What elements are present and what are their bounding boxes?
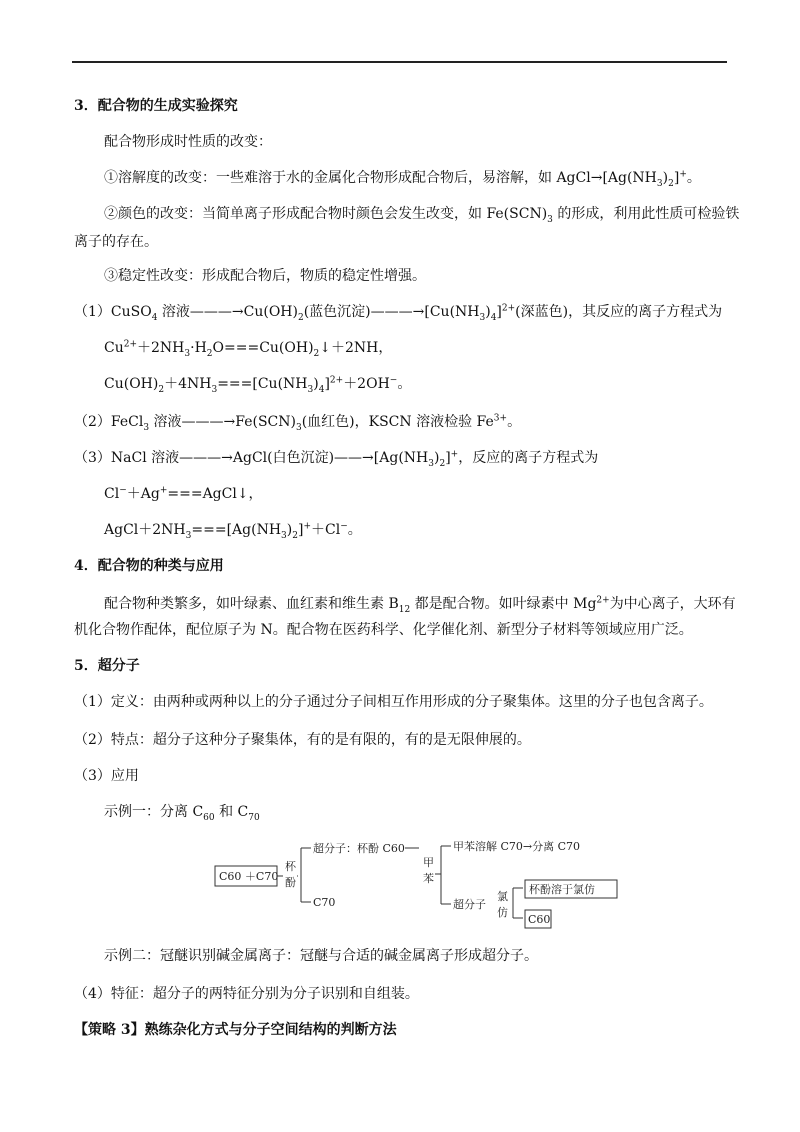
section-5-example-2: 示例二：冠醚识别碱金属离子：冠醚与合适的碱金属离子形成超分子。 bbox=[104, 948, 538, 964]
section-4-paragraph-1-cont: 机化合物作配体，配位原子为 N。配合物在医药科学、化学催化剂、新型分子材料等领域应用广泛。 bbox=[74, 622, 693, 638]
separation-diagram bbox=[205, 830, 645, 930]
example-3-equation-a: Cl−＋Ag+===AgCl↓， bbox=[104, 485, 263, 502]
example-2-title: （2）FeCl$_3$ 溶液$———\to Fe(SCN)_3$(血红色)，KSCN 溶液检验 $Fe^{3+}$。 bbox=[74, 413, 522, 433]
section-5-title: 5．超分子 bbox=[74, 658, 140, 674]
toluene-dissolve-label: 甲苯溶解 C70→分离 C70 bbox=[453, 840, 581, 853]
section-3-paragraph-2: ②颜色的改变：当简单离子形成配合物时颜色会发生改变，如 $Fe(SCN)_3$ 的形成，利用此性质可检验铁 bbox=[104, 206, 740, 225]
example-1-title: （1）CuSO$_4$ 溶液$———\to Cu(OH)_2$(蓝色沉淀)$———\to[Cu(NH_3)_4]^{2+}$(深蓝色)，其反应的离子方程式为 bbox=[74, 303, 723, 323]
section-5-example-1: 示例一：分离 $C_{60}$ 和 $C_{70}$ bbox=[104, 804, 260, 823]
c60-box-label: C60 bbox=[528, 913, 551, 926]
section-5-item-4: （4）特征：超分子的两特征分别为分子识别和自组装。 bbox=[74, 986, 419, 1002]
calix-dissolve-label: 杯酚溶于氯仿 bbox=[529, 883, 595, 896]
example-3-title: （3）NaCl 溶液———→AgCl(白色沉淀)$——\to[Ag(NH_3)_2]^+$，反应的离子方程式为 bbox=[74, 449, 599, 469]
mix-label: C60 ＋C70 bbox=[219, 870, 279, 883]
supramolecule-label: 超分子：杯酚 C60 bbox=[313, 842, 405, 855]
section-4-paragraph-1: 配合物种类繁多，如叶绿素、血红素和维生素 $B_{12}$ 都是配合物。如叶绿素中 $Mg^{2+}$为中心离子，大环有 bbox=[104, 595, 736, 615]
chloroform-label-2: 仿 bbox=[497, 906, 508, 919]
example-1-equation-b: $Cu(OH)_2+4NH_3===[Cu(NH_3)_4]^{2+}+2OH^-$。 bbox=[104, 375, 412, 395]
example-1-equation-a: $Cu^{2+}+2NH_3\cdot H_2O===Cu(OH)_2↓+2NH$， bbox=[104, 339, 393, 359]
section-3-intro: 配合物形成时性质的改变： bbox=[104, 134, 272, 150]
example-3-equation-b: $AgCl+2NH_3===[Ag(NH_3)_2]^++Cl^-$。 bbox=[104, 521, 362, 541]
section-3-paragraph-1: ①溶解度的改变：一些难溶于水的金属化合物形成配合物后，易溶解，如 $AgCl\to[Ag(NH_3)_2]^+$。 bbox=[104, 169, 701, 189]
section-3-title: 3．配合物的生成实验探究 bbox=[74, 98, 238, 114]
header-rule bbox=[72, 61, 727, 63]
calix-label-2: 酚 bbox=[285, 876, 296, 889]
section-5-item-1: （1）定义：由两种或两种以上的分子通过分子间相互作用形成的分子聚集体。这里的分子也包含离子。 bbox=[74, 694, 713, 710]
supramolecule-2-label: 超分子 bbox=[453, 898, 486, 911]
section-5-item-3: （3）应用 bbox=[74, 768, 139, 784]
calix-label-1: 杯 bbox=[285, 860, 296, 873]
strategy-3-title: 【策略 3】熟练杂化方式与分子空间结构的判断方法 bbox=[74, 1022, 397, 1038]
section-5-item-2: （2）特点：超分子这种分子聚集体，有的是有限的，有的是无限伸展的。 bbox=[74, 732, 531, 748]
toluene-label-2: 苯 bbox=[423, 872, 434, 885]
section-4-title: 4．配合物的种类与应用 bbox=[74, 558, 224, 574]
section-3-paragraph-2-cont: 离子的存在。 bbox=[74, 234, 158, 250]
toluene-label-1: 甲 bbox=[423, 856, 434, 869]
chloroform-label-1: 氯 bbox=[497, 890, 508, 903]
c70-bottom-label: C70 bbox=[313, 896, 336, 909]
section-3-paragraph-3: ③稳定性改变：形成配合物后，物质的稳定性增强。 bbox=[104, 268, 426, 284]
